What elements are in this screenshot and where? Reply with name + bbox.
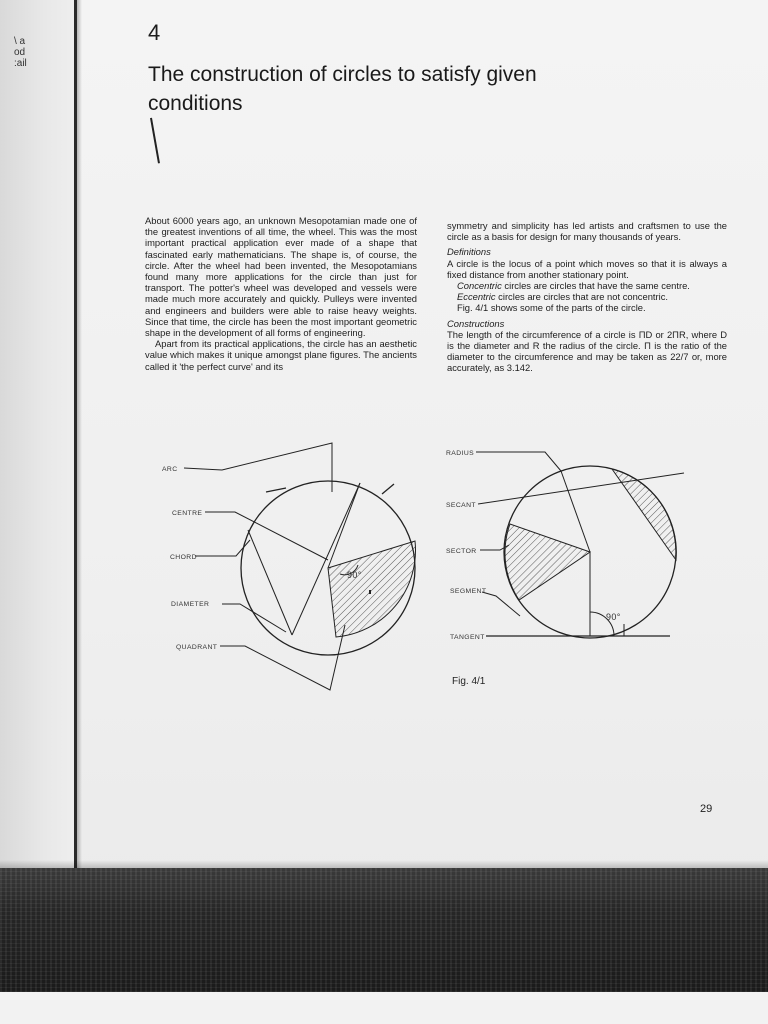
arc-label: ARC [162,466,178,473]
concentric-term: Concentric [457,280,502,292]
quadrant-hatch [328,541,416,637]
eccentric-term: Eccentric [457,291,496,303]
sector-label: SECTOR [446,548,477,555]
chapter-number: 4 [148,20,161,45]
left-angle-label: 90° [347,570,362,580]
radius-leader [476,452,561,471]
diameter-label: DIAMETER [171,601,210,608]
constructions-text: The length of the circumference of a circle is ΠD or 2ΠR, where D is the diameter and R the radius of the circle. Π is the ratio of the diameter to the circumference and may be taken as 22/7 or, more accurately, as 3.142. [447,328,727,374]
page-number: 29 [700,803,713,815]
left-diagram [184,443,416,690]
quadrant-label: QUADRANT [176,644,218,651]
bottom-margin-strip [0,992,768,1024]
chord-label: CHORD [170,554,197,561]
diameter-leader [222,604,286,632]
arc-tick-left [266,488,286,492]
scanner-edge-band [0,868,768,992]
intro-paragraph: About 6000 years ago, an unknown Mesopotamian made one of the greatest inventions of all time, the wheel. This was the most important practical application ever made of a shape that fascinated early mathematicians. The shape is, of course, the circle. After the wheel had been invented, the Mesopotamians found many more applications for the circle than just for transport. The potter's wheel was developed and vessels were made much more accurately and quickly. Pulleys were invented and engineers and builders were able to raise heavy weights. Since that time, the circle has been the most important geometric shape in the development of all forms of engineering. [145,215,417,339]
arc-leader [184,443,332,492]
concentric-text: circles are circles that have the same centre. [501,280,690,292]
sector-hatch [505,524,590,600]
radius-line [328,483,360,568]
figure-caption: Fig. 4/1 [452,676,486,687]
symmetry-paragraph: symmetry and simplicity has led artists and craftsmen to use the circle as a basis for design for many thousands of years. [447,220,727,243]
aesthetic-paragraph: Apart from its practical applications, the circle has an aesthetic value which makes it unique amongst plane figures. The ancients called it 'the perfect curve' and its [145,338,417,372]
margin-fragment-2: od [14,47,26,58]
figure-reference: Fig. 4/1 shows some of the parts of the circle. [457,302,646,314]
margin-fragment-3: :ail [14,58,27,69]
eccentric-text: circles are circles that are not concentric. [495,291,669,303]
segment-label: SEGMENT [450,588,487,595]
arc-tick-right [382,484,394,494]
quadrant-leader [220,625,345,690]
secant-label: SECANT [446,502,476,509]
radius-label: RADIUS [446,450,475,457]
margin-fragment-1: \ a [14,36,26,47]
segment-leader [482,592,520,616]
centre-label: CENTRE [172,510,203,517]
constructions-heading: Constructions [447,317,505,329]
right-diagram [476,452,684,638]
centre-leader [205,512,328,560]
tangent-label: TANGENT [450,634,485,641]
right-angle-label: 90° [606,612,621,622]
definitions-heading: Definitions [447,246,491,258]
chord-line [248,530,292,635]
radius-line-right [561,471,590,552]
chapter-title: The construction of circles to satisfy given conditions [148,63,537,115]
definitions-text: A circle is the locus of a point which moves so that it is always a fixed distance from another stationary point. [447,257,727,280]
